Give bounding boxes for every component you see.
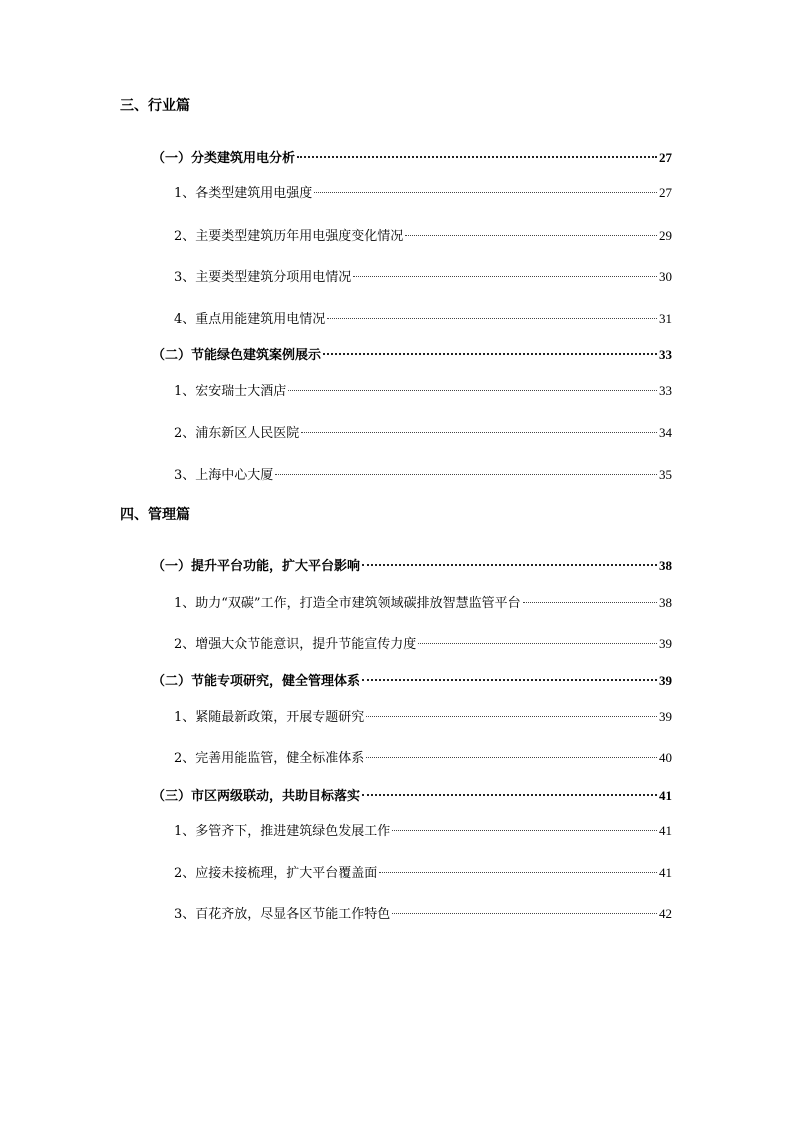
toc-entry[interactable] [152,671,672,692]
toc-entry[interactable] [174,707,672,728]
toc-leader-dots [362,564,657,566]
toc-leader-dots [379,872,657,873]
toc-entry-page: 39 [659,673,672,688]
toc-leader-dots [362,794,657,796]
toc-entry[interactable] [174,904,672,925]
toc-entry[interactable] [174,226,672,247]
toc-entry-page: 38 [659,595,672,610]
toc-entry-title: 1、多管齐下，推进建筑绿色发展工作 [174,824,391,839]
toc-entry-page: 34 [659,425,672,440]
toc-leader-dots [314,192,657,193]
toc-leader-dots [418,643,657,644]
toc-entry-title: 1、宏安瑞士大酒店 [174,384,287,399]
toc-leader-dots [392,913,657,914]
toc-entry-page: 29 [659,228,672,243]
toc-entry[interactable] [174,634,672,655]
toc-entry-title: 3、上海中心大厦 [174,468,274,483]
toc-entry-title: 2、完善用能监管，健全标准体系 [174,751,365,766]
toc-entry[interactable] [174,423,672,444]
toc-entry-title: 1、助力“双碳”工作，打造全市建筑领域碳排放智慧监管平台 [174,596,521,611]
toc-entry[interactable] [174,748,672,769]
toc-entry[interactable] [174,821,672,842]
toc-entry-title: 3、主要类型建筑分项用电情况 [174,270,352,285]
toc-entry[interactable] [152,345,672,366]
toc-entry-page: 41 [659,865,672,880]
toc-entry-title: （二）节能绿色建筑案例展示 [152,348,322,363]
toc-entry[interactable] [174,267,672,288]
toc-leader-dots [392,830,657,831]
toc-entry-page: 39 [659,636,672,651]
toc-entry[interactable] [174,593,672,614]
toc-entry-title: 2、应接未接梳理，扩大平台覆盖面 [174,866,378,881]
toc-entry-title: （二）节能专项研究，健全管理体系 [152,674,361,689]
toc-entry-title: （一）提升平台功能，扩大平台影响 [152,559,361,574]
toc-leader-dots [405,235,657,236]
toc-entry-page: 31 [659,311,672,326]
section-heading-industry: 三、行业篇 [120,98,190,114]
toc-entry-title: （一）分类建筑用电分析 [152,151,296,166]
toc-entry-page: 41 [659,823,672,838]
toc-entry[interactable] [174,183,672,204]
toc-entry-title: （三）市区两级联动，共助目标落实 [152,789,361,804]
toc-entry-page: 30 [659,269,672,284]
toc-leader-dots [366,757,657,758]
toc-leader-dots [523,602,657,603]
toc-leader-dots [275,474,657,475]
toc-entry-page: 40 [659,750,672,765]
toc-leader-dots [297,156,657,158]
toc-leader-dots [323,353,657,355]
toc-entry[interactable] [174,309,672,330]
toc-entry-page: 38 [659,558,672,573]
toc-entry[interactable] [174,465,672,486]
toc-leader-dots [288,390,657,391]
toc-entry-title: 4、重点用能建筑用电情况 [174,312,326,327]
section-heading-management: 四、管理篇 [120,507,190,523]
toc-entry-page: 41 [659,788,672,803]
toc-entry-title: 2、主要类型建筑历年用电强度变化情况 [174,229,404,244]
toc-leader-dots [366,716,657,717]
toc-entry-title: 2、浦东新区人民医院 [174,426,300,441]
toc-entry-title: 1、紧随最新政策，开展专题研究 [174,710,365,725]
toc-entry[interactable] [152,786,672,807]
toc-leader-dots [353,276,657,277]
toc-entry[interactable] [152,556,672,577]
toc-entry-title: 2、增强大众节能意识，提升节能宣传力度 [174,637,417,652]
toc-entry-page: 33 [659,383,672,398]
toc-entry[interactable] [174,863,672,884]
toc-entry-page: 39 [659,709,672,724]
toc-leader-dots [301,432,657,433]
toc-entry-page: 27 [659,150,672,165]
toc-entry[interactable] [174,381,672,402]
toc-entry[interactable] [152,148,672,169]
toc-entry-page: 27 [659,185,672,200]
toc-entry-title: 1、各类型建筑用电强度 [174,186,313,201]
toc-leader-dots [327,318,657,319]
toc-leader-dots [362,679,657,681]
toc-entry-page: 35 [659,467,672,482]
toc-entry-title: 3、百花齐放，尽显各区节能工作特色 [174,907,391,922]
toc-entry-page: 33 [659,347,672,362]
toc-entry-page: 42 [659,906,672,921]
